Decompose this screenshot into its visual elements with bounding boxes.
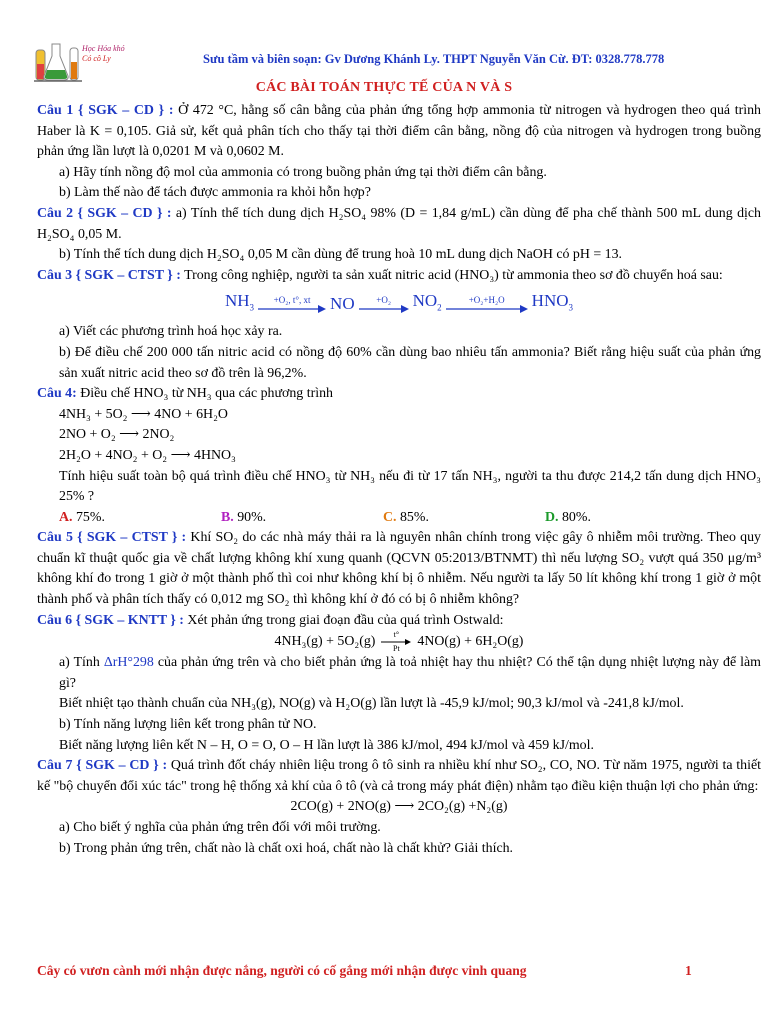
question-1-label: Câu 1 { SGK – CD } : bbox=[37, 103, 174, 118]
question-2 bbox=[37, 204, 761, 245]
question-3-text: Trong công nghiệp, người ta sản xuất nitric acid (HNO₃) từ ammonia theo sơ đồ chuyển hoá sau: bbox=[180, 267, 723, 283]
question-3-part-b: b) Để điều chế 200 000 tấn nitric acid có nồng độ 60% cần dùng bao nhiêu tấn ammonia? Biết rằng hiệu suất của phản ứng sản xuất nitric acid theo sơ đồ trên là 96,2%. bbox=[59, 344, 761, 381]
logo bbox=[34, 40, 134, 84]
option-a-text: 75%. bbox=[72, 509, 105, 525]
question-3 bbox=[37, 266, 761, 287]
question-1-part-b: b) Làm thế nào để tách được ammonia ra khỏi hỗn hợp? bbox=[59, 185, 371, 201]
scheme-hno3: $HNO_3$ bbox=[531, 290, 574, 313]
question-3-part-a: a) Viết các phương trình hoá học xảy ra. bbox=[59, 324, 283, 340]
question-4-label: Câu 4: bbox=[37, 386, 77, 402]
scheme-no: NO bbox=[330, 294, 355, 314]
option-d[interactable] bbox=[545, 508, 707, 529]
option-b-text: 90%. bbox=[233, 509, 267, 525]
question-6-label: Câu 6 { SGK – KNTT } : bbox=[37, 612, 184, 628]
scheme-arrow-3 bbox=[446, 295, 528, 313]
scheme-arrow-1-condition: +O₂, t°, xt bbox=[273, 295, 311, 306]
question-7-part-b: b) Trong phản ứng trên, chất nào là chất oxi hoá, chất nào là chất khử? Giải thích. bbox=[59, 840, 514, 856]
logo-line-1: Học Hóa khó bbox=[82, 44, 125, 53]
question-6 bbox=[37, 611, 761, 632]
question-7-label: Câu 7 { SGK – CD } : bbox=[37, 758, 168, 774]
ostwald-equation-left: 4NH₃(g) + 5O₂(g) bbox=[274, 633, 376, 649]
question-2-part-a: a) Tính thể tích dung dịch H₂SO₄ 98% (D = 1,84 g/mL) cần dùng để pha chế thành 500 mL dung dịch H₂SO₄ 0,05 M. bbox=[37, 205, 761, 242]
question-2-part-b: b) Tính thể tích dung dịch H₂SO₄ 0,05 M cần dùng để trung hoà 10 mL dung dịch NaOH có pH = 13. bbox=[59, 247, 623, 263]
question-4-equation-1: 4NH₃ + 5O₂ ⟶ 4NO + 6H₂O bbox=[59, 406, 228, 422]
question-4-equation-3: 2H₂O + 4NO₂ + O₂ ⟶ 4HNO₃ bbox=[59, 447, 236, 463]
option-c[interactable] bbox=[383, 508, 545, 529]
question-5-label: Câu 5 { SGK – CTST } : bbox=[37, 530, 187, 546]
question-1-part-a: a) Hãy tính nồng độ mol của ammonia có trong buồng phản ứng tại thời điểm cân bằng. bbox=[59, 164, 547, 180]
ostwald-equation bbox=[37, 631, 761, 653]
scheme-arrow-2 bbox=[359, 295, 409, 313]
question-7-part-a: a) Cho biết ý nghĩa của phản ứng trên đối với môi trường. bbox=[59, 820, 381, 835]
question-6-part-a bbox=[37, 653, 761, 694]
question-6-data-1: Biết nhiệt tạo thành chuẩn của NH₃(g), NO(g) và H₂O(g) lần lượt là -45,9 kJ/mol; 90,3 kJ/mol và -241,8 kJ/mol. bbox=[59, 696, 684, 712]
arrow-right-icon bbox=[359, 305, 409, 313]
question-1-text: Ở 472 °C, hằng số cân bằng của phản ứng tổng hợp ammonia từ nitrogen và hydrogen theo quá trình Haber là K = 0,105. Giả sử, kết quả phân tích cho thấy tại thời điểm cân bằng, nồng độ của nitrogen và hydrogen trong buồng phản ứng lần lượt là 0,0201 M và 0,0602 M. bbox=[37, 103, 761, 160]
ostwald-equation-right: 4NO(g) + 6H₂O(g) bbox=[417, 633, 524, 649]
header-credit: Sưu tầm và biên soạn: Gv Dương Khánh Ly. THPT Nguyễn Văn Cừ. ĐT: 0328.778.778 bbox=[203, 52, 665, 66]
option-c-text: 85%. bbox=[396, 509, 429, 525]
question-4-text: Điều chế HNO₃ từ NH₃ qua các phương trình bbox=[76, 386, 333, 402]
flask-logo-icon bbox=[34, 40, 84, 84]
question-7-equation: 2CO(g) + 2NO(g) ⟶ 2CO₂(g) +N₂(g) bbox=[290, 799, 508, 815]
question-4 bbox=[37, 384, 761, 405]
question-5 bbox=[37, 528, 761, 610]
nitric-acid-scheme bbox=[37, 286, 761, 322]
logo-line-2: Có cô Ly bbox=[82, 54, 111, 63]
question-5-text: Khí SO₂ do các nhà máy thải ra là nguyên nhân chính trong việc gây ô nhiễm môi trường. Theo quy chuẩn kĩ thuật quốc gia về chất lượng không khí xung quanh (QCVN 05:2013/BTNMT) thì nếu lượng SO₂ vượt quá 350 μg/m³ không khí đo trong 1 giờ ở một thành phố thì coi như không khí bị ô nhiễm. Nếu người ta lấy 50 lít không khí trong 1 giờ ở một thành phố và phân tích thấy có 0,012 mg SO₂ thì không khí ở đó có bị ô nhiễm không? bbox=[37, 530, 761, 608]
question-6-part-b: b) Tính năng lượng liên kết trong phân tử NO. bbox=[59, 717, 317, 733]
document-body bbox=[37, 101, 761, 859]
question-4-equation-2: 2NO + O₂ ⟶ 2NO₂ bbox=[59, 427, 175, 443]
enthalpy-symbol: ΔrH°298 bbox=[103, 655, 154, 671]
question-6-part-a-pre: a) Tính bbox=[59, 655, 104, 671]
option-a[interactable] bbox=[59, 508, 221, 529]
question-4-options bbox=[37, 508, 761, 529]
page-number: 1 bbox=[685, 963, 692, 978]
question-6-part-a-post: của phản ứng trên và cho biết phản ứng là toả nhiệt hay thu nhiệt? Có thể tận dụng nhiệt lượng này để làm gì? bbox=[59, 655, 761, 691]
page-title: CÁC BÀI TOÁN THỰC TẾ CỦA N VÀ S bbox=[255, 80, 513, 95]
footer-slogan: Cây có vươn cành mới nhận được nắng, người có cố gắng mới nhận được vinh quang bbox=[37, 963, 527, 978]
ostwald-arrow-bottom: Pt bbox=[393, 644, 400, 654]
logo-text bbox=[82, 44, 125, 64]
question-7 bbox=[37, 756, 761, 797]
scheme-arrow-1 bbox=[258, 295, 326, 313]
ostwald-arrow-top: t° bbox=[393, 630, 400, 640]
option-c-letter: C. bbox=[383, 509, 397, 525]
arrow-right-icon bbox=[258, 305, 326, 313]
question-7-text: Quá trình đốt cháy nhiên liệu trong ô tô sinh ra nhiều khí như SO₂, CO, NO. Từ năm 1975, người ta thiết kế "bộ chuyển đổi xúc tác" trong hệ thống xả khí của ô tô (và cả trong máy phát điện) nhằm tạo điều kiện thuận lợi cho phản ứng: bbox=[37, 758, 761, 794]
ostwald-arrow bbox=[381, 631, 411, 653]
option-b-letter: B. bbox=[221, 509, 234, 525]
option-b[interactable] bbox=[221, 508, 383, 529]
question-4-question: Tính hiệu suất toàn bộ quá trình điều chế HNO₃ từ NH₃ nếu đi từ 17 tấn NH₃, người ta thu được 214,2 tấn dung dịch HNO₃ 25% ? bbox=[59, 468, 761, 505]
option-d-text: 80%. bbox=[558, 509, 591, 525]
scheme-arrow-2-condition: +O₂ bbox=[376, 295, 391, 306]
question-6-text: Xét phản ứng trong giai đoạn đầu của quá trình Ostwald: bbox=[183, 612, 504, 628]
page-header bbox=[30, 38, 750, 86]
question-2-label: Câu 2 { SGK – CD } : bbox=[37, 205, 172, 221]
scheme-no2: $NO_2$ bbox=[412, 290, 442, 313]
scheme-nh3: $NH_3$ bbox=[224, 290, 255, 313]
arrow-right-icon bbox=[446, 305, 528, 313]
question-3-label: Câu 3 { SGK – CTST } : bbox=[37, 267, 181, 283]
option-d-letter: D. bbox=[545, 509, 559, 525]
question-6-data-2: Biết năng lượng liên kết N – H, O = O, O – H lần lượt là 386 kJ/mol, 494 kJ/mol và 459 kJ/mol. bbox=[59, 737, 594, 753]
question-1 bbox=[37, 101, 761, 163]
option-a-letter: A. bbox=[59, 509, 73, 525]
scheme-arrow-3-condition: +O₂+H₂O bbox=[468, 295, 505, 306]
